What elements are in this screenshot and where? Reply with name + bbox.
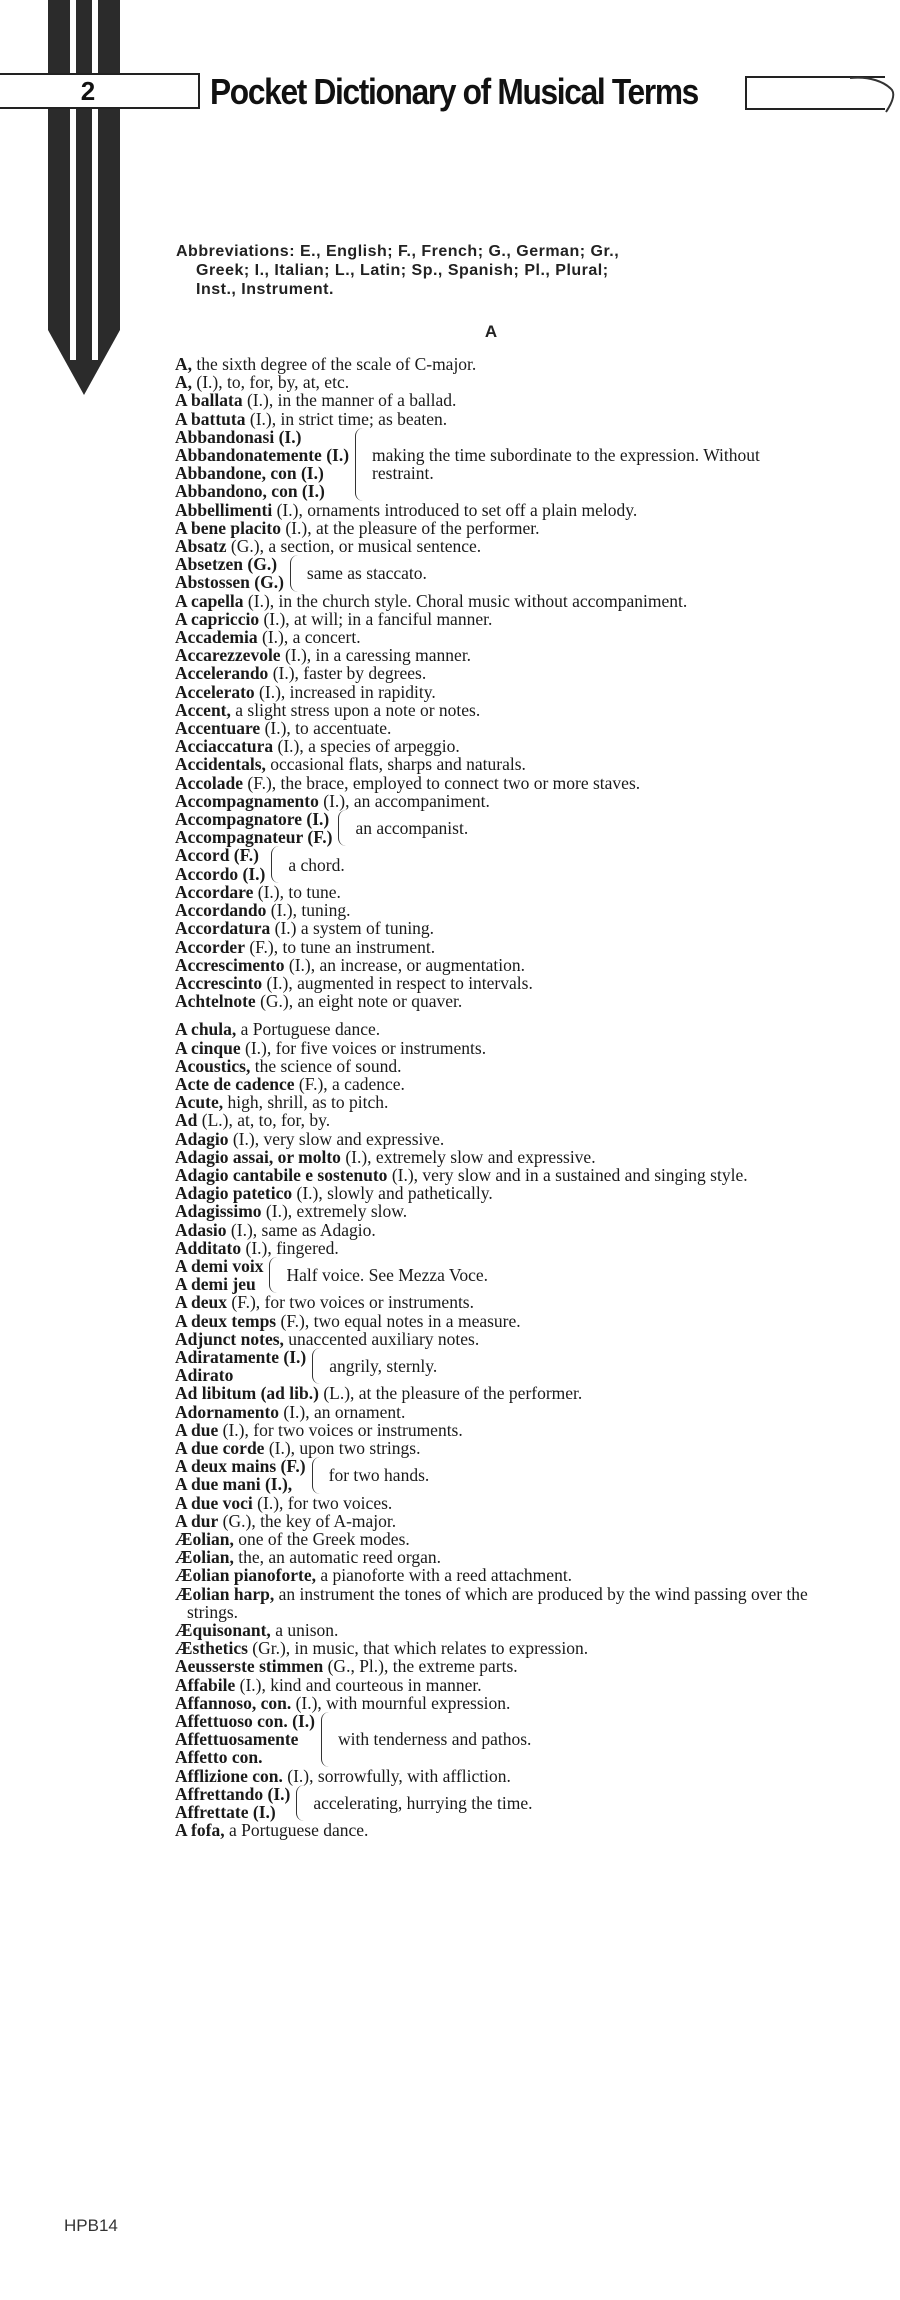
- entry-definition: (I.), to accentuate.: [264, 718, 392, 739]
- entry-definition: (G., Pl.), the extreme parts.: [327, 1656, 518, 1677]
- entry-term: Accompagnamento: [175, 790, 319, 811]
- dictionary-entry: [175, 683, 815, 701]
- entry-term: A,: [175, 354, 193, 374]
- grouped-terms: [175, 1348, 306, 1384]
- dictionary-entry: [175, 1439, 815, 1457]
- entry-term: A demi jeu: [175, 1274, 256, 1295]
- entry-definition: (I.) a system of tuning.: [274, 918, 435, 939]
- entry-definition: (F.), to tune an instrument.: [249, 936, 436, 957]
- entry-term: Additato: [175, 1237, 242, 1258]
- entry-definition: occasional flats, sharps and naturals.: [270, 754, 526, 775]
- entry-definition: (G.), a section, or musical sentence.: [230, 536, 482, 557]
- entry-definition: an accompanist.: [355, 818, 469, 839]
- entry-definition: (I.), in the manner of a ballad.: [246, 390, 457, 411]
- page-curl-decoration: [850, 70, 900, 120]
- entry-definition: (I.), to tune.: [257, 881, 341, 902]
- entry-definition: (G.), the key of A-major.: [222, 1510, 397, 1531]
- entry-definition: (I.), sorrowfully, with affliction.: [287, 1765, 511, 1786]
- book-title: Pocket Dictionary of Musical Terms: [210, 71, 698, 112]
- entry-term: A cinque: [175, 1037, 241, 1058]
- entry-term: Accorder: [175, 936, 245, 957]
- dictionary-entry: [175, 1639, 815, 1657]
- entry-definition: a chord.: [288, 854, 345, 875]
- entry-term: Affabile: [175, 1674, 236, 1695]
- dictionary-entry: [175, 992, 815, 1010]
- entry-term: Adagio: [175, 1128, 229, 1149]
- grouped-entry: [175, 555, 815, 591]
- entry-term: A deux: [175, 1292, 228, 1313]
- dictionary-entry: [175, 938, 815, 956]
- entry-term: Adagio cantabile e sostenuto: [175, 1164, 388, 1185]
- entry-term: A fofa,: [175, 1820, 225, 1841]
- entry-term: Abbandonasi (I.): [175, 426, 302, 447]
- dictionary-entry: [175, 919, 815, 937]
- entry-term: Accidentals,: [175, 754, 266, 775]
- dictionary-entry: [175, 1184, 815, 1202]
- grouped-terms: [175, 1457, 306, 1493]
- dictionary-entry: [175, 1621, 815, 1639]
- dictionary-entry: [175, 755, 815, 773]
- entry-term: A bene placito: [175, 517, 281, 538]
- dictionary-entry: [175, 1221, 815, 1239]
- entry-definition: the science of sound.: [254, 1055, 402, 1076]
- entry-definition: same as staccato.: [306, 563, 427, 584]
- grouped-terms: [175, 846, 265, 882]
- entry-term: Affrettando (I.): [175, 1783, 291, 1804]
- entry-definition: an instrument the tones of which are produced by the wind passing over the strings.: [187, 1583, 808, 1622]
- entry-definition: one of the Greek modes.: [238, 1529, 410, 1549]
- entry-term: A due corde: [175, 1437, 265, 1458]
- entry-definition: (I.), faster by degrees.: [272, 663, 427, 684]
- entry-definition: (I.), kind and courteous in manner.: [239, 1674, 482, 1695]
- entry-term: Æolian,: [175, 1529, 234, 1549]
- dictionary-entry: [175, 501, 815, 519]
- entry-definition: (F.), a cadence.: [298, 1073, 405, 1094]
- dictionary-entry: [175, 719, 815, 737]
- entry-definition: (Gr.), in music, that which relates to expression.: [252, 1638, 589, 1659]
- entry-term: Accordando: [175, 900, 267, 921]
- entry-definition: (I.), for five voices or instruments.: [245, 1037, 487, 1058]
- dictionary-entry: [175, 1694, 815, 1712]
- entry-term: Affetto con.: [175, 1747, 263, 1768]
- brace: [321, 1712, 330, 1767]
- grouped-terms: [175, 1257, 263, 1293]
- entry-definition: (I.), in a caressing manner.: [284, 645, 472, 666]
- dictionary-entries: [175, 355, 815, 1839]
- entry-term: A due mani (I.),: [175, 1474, 293, 1495]
- entry-term: Adjunct notes,: [175, 1328, 284, 1349]
- dictionary-entry: [175, 1421, 815, 1439]
- entry-term: Accompagnatore (I.): [175, 809, 330, 830]
- dictionary-entry: [175, 610, 815, 628]
- dictionary-entry: [175, 1494, 815, 1512]
- dictionary-entry: [175, 1039, 815, 1057]
- entry-term: Acute,: [175, 1092, 224, 1113]
- entry-term: A dur: [175, 1510, 219, 1531]
- dictionary-entry: [175, 1585, 815, 1621]
- entry-definition: unaccented auxiliary notes.: [288, 1328, 480, 1349]
- grouped-entry: [175, 1348, 815, 1384]
- dictionary-entry: [175, 646, 815, 664]
- entry-definition: (I.), fingered.: [245, 1237, 339, 1258]
- entry-definition: (I.), extremely slow and expressive.: [345, 1146, 596, 1167]
- brace: [296, 1785, 305, 1821]
- dictionary-entry: [175, 592, 815, 610]
- entry-term: Accordo (I.): [175, 863, 266, 884]
- entry-term: Absatz: [175, 536, 227, 557]
- dictionary-entry: [175, 1239, 815, 1257]
- entry-term: Adagio assai, or molto: [175, 1146, 341, 1167]
- brace: [355, 428, 364, 501]
- entry-term: A demi voix: [175, 1255, 264, 1276]
- dictionary-entry: [175, 1548, 815, 1566]
- entry-definition: accelerating, hurrying the time.: [313, 1792, 533, 1813]
- entry-definition: (I.), a concert.: [262, 627, 361, 648]
- dictionary-entry: [175, 1676, 815, 1694]
- dictionary-entry: [175, 1293, 815, 1311]
- dictionary-entry: [175, 519, 815, 537]
- entry-term: Æsthetics: [175, 1638, 248, 1659]
- grouped-entry: [175, 1257, 815, 1293]
- entry-definition: (I.), extremely slow.: [265, 1201, 408, 1222]
- dictionary-entry: [175, 701, 815, 719]
- dictionary-entry: [175, 792, 815, 810]
- dictionary-entry: [175, 1148, 815, 1166]
- entry-definition: (I.), upon two strings.: [268, 1437, 421, 1458]
- entry-term: Adagio patetico: [175, 1183, 293, 1204]
- abbreviations-line: Abbreviations: E., English; F., French; G., German; Gr.,: [176, 243, 620, 260]
- dictionary-entry: [175, 355, 815, 373]
- entry-term: A capriccio: [175, 608, 260, 629]
- entry-term: A due voci: [175, 1492, 253, 1513]
- footer-code: HPB14: [64, 2216, 118, 2235]
- entry-term: Accompagnateur (F.): [175, 827, 333, 848]
- dictionary-entry: [175, 410, 815, 428]
- entry-definition: (I.), tuning.: [270, 900, 351, 921]
- entry-term: Accrescimento: [175, 954, 285, 975]
- dictionary-entry: [175, 774, 815, 792]
- entry-definition: (I.), very slow and in a sustained and singing style.: [391, 1164, 748, 1185]
- brace: [271, 846, 280, 882]
- entry-definition: (I.), slowly and pathetically.: [296, 1183, 493, 1204]
- dictionary-entry: [175, 1767, 815, 1785]
- entry-term: Adirato: [175, 1365, 234, 1386]
- dictionary-entry: [175, 1512, 815, 1530]
- dictionary-entry: [175, 1166, 815, 1184]
- entry-term: A chula,: [175, 1019, 237, 1040]
- entry-term: A deux mains (F.): [175, 1456, 306, 1477]
- page-number: 2: [70, 75, 106, 107]
- entry-definition: (I.), an ornament.: [283, 1401, 406, 1422]
- entry-term: Accentuare: [175, 718, 261, 739]
- grouped-entry: [175, 1712, 815, 1767]
- dictionary-entry: [175, 974, 815, 992]
- entry-term: Acciaccatura: [175, 736, 274, 757]
- entry-term: Ad libitum (ad lib.): [175, 1383, 319, 1404]
- entry-term: Aeusserste stimmen: [175, 1656, 324, 1677]
- entry-term: Adornamento: [175, 1401, 280, 1422]
- grouped-terms: [175, 1712, 315, 1767]
- entry-definition: (I.), in the church style. Choral music without accompaniment.: [247, 590, 688, 611]
- entry-term: Æolian harp,: [175, 1583, 275, 1604]
- entry-definition: (I.), a species of arpeggio.: [277, 736, 460, 757]
- dictionary-entry: [175, 1075, 815, 1093]
- entry-definition: (L.), at the pleasure of the performer.: [323, 1383, 583, 1404]
- entry-definition: (I.), in strict time; as beaten.: [249, 408, 448, 429]
- dictionary-entry: [175, 628, 815, 646]
- entry-term: Accent,: [175, 699, 231, 720]
- entry-term: Affannoso, con.: [175, 1692, 292, 1713]
- entry-definition: (I.), for two voices or instruments.: [222, 1419, 463, 1440]
- dictionary-entry: [175, 1330, 815, 1348]
- entry-term: Abbandonatemente (I.): [175, 445, 350, 466]
- entry-term: Accordare: [175, 881, 254, 902]
- entry-term: Afflizione con.: [175, 1765, 283, 1786]
- abbreviations-line: Greek; I., Italian; L., Latin; Sp., Spanish; Pl., Plural;: [196, 262, 609, 279]
- entry-term: Æolian,: [175, 1547, 234, 1568]
- entry-term: A due: [175, 1419, 219, 1440]
- entry-definition: making the time subordinate to the expression. Without restraint.: [372, 445, 760, 484]
- dictionary-entry: [175, 391, 815, 409]
- entry-term: Acte de cadence: [175, 1073, 295, 1094]
- entry-definition: (F.), for two voices or instruments.: [231, 1292, 474, 1313]
- dictionary-entry: [175, 883, 815, 901]
- grouped-terms: [175, 428, 349, 501]
- entry-definition: (I.), ornaments introduced to set off a plain melody.: [276, 499, 638, 520]
- grouped-entry: [175, 1785, 815, 1821]
- entry-definition: (F.), two equal notes in a measure.: [280, 1310, 521, 1331]
- abbreviations-line: Inst., Instrument.: [196, 281, 334, 298]
- dictionary-entry: [175, 537, 815, 555]
- entry-definition: (I.), increased in rapidity.: [259, 681, 436, 702]
- entry-term: Absetzen (G.): [175, 554, 278, 575]
- entry-term: A capella: [175, 590, 244, 611]
- entry-definition: a Portuguese dance.: [240, 1019, 381, 1040]
- dictionary-entry: [175, 1566, 815, 1584]
- entry-term: Affettuoso con. (I.): [175, 1711, 315, 1732]
- entry-term: Abbellimenti: [175, 499, 273, 520]
- entry-term: A battuta: [175, 408, 246, 429]
- entry-definition: (I.), at will; in a fanciful manner.: [263, 608, 493, 629]
- brace: [290, 555, 299, 591]
- entry-term: Adiratamente (I.): [175, 1346, 307, 1367]
- section-letter: A: [484, 322, 498, 341]
- entry-term: Accademia: [175, 627, 258, 648]
- dictionary-entry: [175, 1111, 815, 1129]
- entry-definition: (I.), an accompaniment.: [323, 790, 490, 811]
- entry-term: Accelerando: [175, 663, 269, 684]
- grouped-terms: [175, 810, 332, 846]
- grouped-entry: [175, 428, 815, 501]
- entry-term: Accordatura: [175, 918, 271, 939]
- entry-term: Accord (F.): [175, 845, 259, 866]
- dictionary-entry: [175, 1130, 815, 1148]
- entry-definition: high, shrill, as to pitch.: [227, 1092, 389, 1113]
- entry-term: Adagissimo: [175, 1201, 262, 1222]
- entry-definition: (L.), at, to, for, by.: [201, 1110, 331, 1131]
- entry-definition: (I.), very slow and expressive.: [232, 1128, 445, 1149]
- entry-definition: (I.), to, for, by, at, etc.: [196, 372, 350, 393]
- dictionary-entry: [175, 1657, 815, 1675]
- entry-term: Ad: [175, 1110, 198, 1131]
- entry-definition: the sixth degree of the scale of C-major.: [196, 354, 477, 374]
- entry-term: Adasio: [175, 1219, 227, 1240]
- entry-term: Accrescinto: [175, 972, 263, 993]
- entry-definition: a Portuguese dance.: [228, 1820, 369, 1841]
- entry-term: A deux temps: [175, 1310, 277, 1331]
- brace: [312, 1348, 321, 1384]
- entry-term: Affettuosamente: [175, 1729, 299, 1750]
- entry-definition: angrily, sternly.: [329, 1356, 438, 1377]
- entry-term: Abbandono, con (I.): [175, 481, 325, 502]
- dictionary-entry: [175, 1821, 815, 1839]
- entry-term: A ballata: [175, 390, 243, 411]
- header-stripes-decoration: [48, 0, 120, 395]
- dictionary-entry: [175, 1384, 815, 1402]
- dictionary-entry: [175, 901, 815, 919]
- dictionary-entry: [175, 956, 815, 974]
- entry-definition: a pianoforte with a reed attachment.: [320, 1565, 573, 1586]
- entry-definition: with tenderness and pathos.: [337, 1729, 532, 1750]
- dictionary-entry: [175, 1020, 815, 1038]
- entry-definition: (I.), an increase, or augmentation.: [288, 954, 526, 975]
- entry-definition: (G.), an eight note or quaver.: [260, 991, 463, 1012]
- entry-definition: the, an automatic reed organ.: [238, 1547, 442, 1568]
- grouped-entry: [175, 1457, 815, 1493]
- dictionary-entry: [175, 1057, 815, 1075]
- brace: [312, 1457, 321, 1493]
- dictionary-entry: [175, 1530, 815, 1548]
- entry-definition: (I.), with mournful expression.: [295, 1692, 511, 1713]
- entry-definition: (I.), for two voices.: [257, 1492, 393, 1513]
- entry-definition: Half voice. See Mezza Voce.: [286, 1265, 488, 1286]
- entry-term: Æquisonant,: [175, 1620, 271, 1641]
- brace: [269, 1257, 278, 1293]
- dictionary-entry: [175, 1312, 815, 1330]
- grouped-terms: [175, 555, 284, 591]
- dictionary-entry: [175, 373, 815, 391]
- entry-term: Achtelnote: [175, 991, 256, 1012]
- dictionary-entry: [175, 1403, 815, 1421]
- entry-definition: a unison.: [275, 1620, 339, 1641]
- entry-term: Æolian pianoforte,: [175, 1565, 316, 1586]
- entry-term: Accolade: [175, 772, 244, 793]
- entry-definition: (I.), same as Adagio.: [230, 1219, 376, 1240]
- entry-term: Accarezzevole: [175, 645, 281, 666]
- abbreviations-note: [176, 242, 816, 299]
- grouped-entry: [175, 846, 815, 882]
- entry-definition: a slight stress upon a note or notes.: [235, 699, 481, 720]
- entry-term: Accelerato: [175, 681, 255, 702]
- dictionary-entry: [175, 1202, 815, 1220]
- entry-term: Affrettate (I.): [175, 1802, 276, 1823]
- brace: [338, 810, 347, 846]
- entry-definition: (I.), augmented in respect to intervals.: [266, 972, 533, 993]
- dictionary-entry: [175, 664, 815, 682]
- entry-term: A,: [175, 372, 193, 393]
- entry-definition: (F.), the brace, employed to connect two or more staves.: [247, 772, 641, 793]
- grouped-terms: [175, 1785, 290, 1821]
- dictionary-entry: [175, 737, 815, 755]
- entry-definition: for two hands.: [328, 1465, 430, 1486]
- entry-term: Acoustics,: [175, 1055, 251, 1076]
- grouped-entry: [175, 810, 815, 846]
- entry-term: Abstossen (G.): [175, 572, 284, 593]
- entry-term: Abbandone, con (I.): [175, 463, 324, 484]
- entry-definition: (I.), at the pleasure of the performer.: [285, 517, 540, 538]
- dictionary-entry: [175, 1093, 815, 1111]
